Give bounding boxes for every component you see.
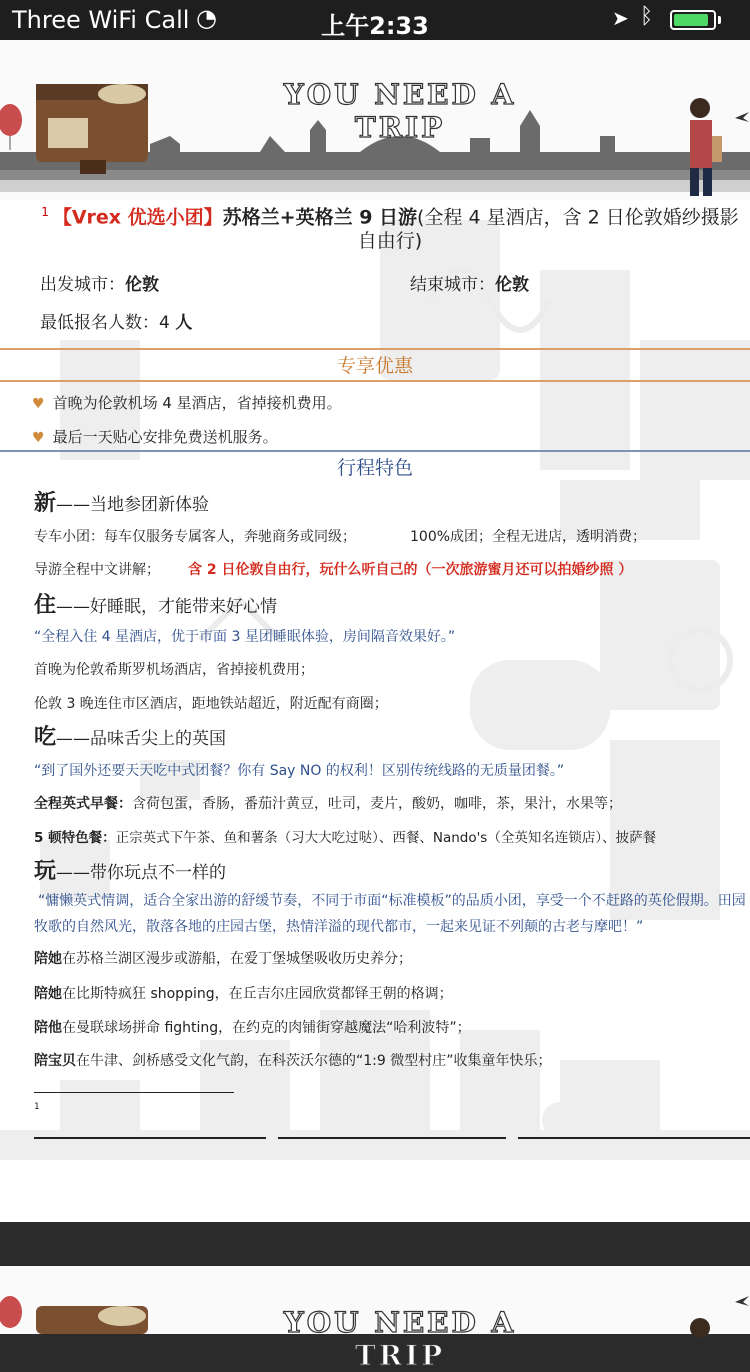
feature-new-line1b: 100%成团；全程无进店，透明消费； [410,529,647,545]
feature-eat-heading [34,720,226,751]
feature-play-rest: ——带你玩点不一样的 [56,863,227,883]
battery-icon [670,10,716,30]
footnote-marker[interactable]: 1 [41,205,49,219]
feature-stay-line2: 伦敦 3 晚连住市区酒店，距地铁站超近，附近配有商圈； [34,696,388,712]
title-rest: (全程 4 星酒店，含 2 日伦敦婚纱摄影自由行) [357,206,739,253]
battery-tip [718,16,721,24]
heart-icon: ♥ [32,430,45,446]
footer-rule [518,1137,750,1139]
document-page[interactable] [0,40,750,1222]
feature-play-item-text: 在苏格兰湖区漫步或游船，在爱丁堡城堡吸收历史养分； [62,951,412,967]
document-page-2[interactable] [0,1266,750,1372]
status-bar [0,0,750,40]
feature-stay-rest: ——好睡眠，才能带来好心情 [56,597,278,617]
min-participants [40,308,192,333]
footer-rule [34,1137,266,1139]
feature-play-item [34,1050,552,1070]
end-city [410,270,529,295]
carrier-label: Three WiFi Call [12,6,190,34]
feature-eat-line1 [34,793,622,813]
feature-play-heading [34,854,226,885]
depart-city [40,270,159,295]
depart-label: 出发城市： [40,275,125,295]
feature-eat-rest: ——品味舌尖上的英国 [56,729,227,749]
end-value: 伦敦 [495,275,529,295]
feature-play-char: 玩 [34,859,57,884]
feature-eat-line2-text: 正宗英式下午茶、鱼和薯条（习大大吃过哒）、西餐、Nando's（全英知名连锁店）、披萨餐 [115,830,657,846]
feature-eat-quote: “到了国外还要天天吃中式团餐？你有 Say NO 的权利！区别传统线路的无质量团餐。” [34,763,565,779]
feature-play-item-text: 在比斯特疯狂 shopping，在丘吉尔庄园欣赏都铎王朝的格调； [62,986,453,1002]
offer-item [32,392,342,413]
footer-rule [278,1137,506,1139]
feature-play-item-text: 在曼联球场拼命 fighting，在约克的肉铺街穿越魔法“哈利波特”； [62,1020,471,1036]
footnote-text: 1 [34,1102,40,1112]
end-label: 结束城市： [410,275,495,295]
trip-title [32,200,748,253]
min-unit: 人 [175,313,193,333]
feature-play-item-bold: 陪她 [34,986,62,1002]
feature-play-quote: “慵懒英式情调，适合全家出游的舒缓节奏，不同于市面“标准模板”的品质小团，享受一个不赶路的英伦假期。田园牧歌的自然风光，散落各地的庄园古堡，热情洋溢的现代都市，一起来见证不列颠的古老与摩吧！” [34,893,746,935]
offer-text: 首晚为伦敦机场 4 星酒店，省掉接机费用。 [52,394,342,412]
bluetooth-icon: ᛒ [640,4,654,29]
feature-stay-quote: “全程入住 4 星酒店，优于市面 3 星团睡眠体验，房间隔音效果好。” [34,629,456,645]
feature-eat-line2 [34,826,656,846]
feature-new-line2 [34,559,160,579]
feature-play-item [34,983,453,1003]
heart-icon: ♥ [32,396,45,412]
feature-play-item-bold: 陪他 [34,1020,62,1036]
feature-new-line2b: 含 2 日伦敦自由行，玩什么听自己的（一次旅游蜜月还可以拍婚纱照 ） [188,562,633,578]
feature-new-heading [34,486,209,517]
feature-new-line2a: 导游全程中文讲解； [34,562,160,578]
feature-play-item-bold: 陪她 [34,951,62,967]
offers-heading: 专享优惠 [336,355,413,377]
wifi-icon: ◔ [196,4,217,32]
title-main: 苏格兰+英格兰 9 日游 [222,206,418,229]
feature-eat-char: 吃 [34,725,57,750]
feature-eat-line1-bold: 全程英式早餐： [34,796,132,812]
feature-new-line1 [34,526,356,546]
feature-stay-char: 住 [34,593,57,618]
status-time: 上午2:33 [321,12,429,40]
feature-new-char: 新 [34,491,57,516]
feature-eat-line2-bold: 5 顿特色餐： [34,830,116,846]
location-icon: ➤ [612,6,629,30]
feature-play-item-bold: 陪宝贝 [34,1053,76,1069]
offer-item [32,426,278,447]
feature-play-item-text: 在牛津、剑桥感受文化气韵，在科茨沃尔德的“1:9 微型村庄”收集童年快乐； [76,1053,552,1069]
feature-play-item [34,1017,471,1037]
offer-text: 最后一天贴心安排免费送机服务。 [52,428,278,446]
depart-value: 伦敦 [125,275,159,295]
feature-new-line1a: 专车小团：每车仅服务专属客人，奔驰商务或同级； [34,529,356,545]
feature-play-item [34,948,412,968]
title-highlight: 【Vrex 优选小团】 [52,206,223,229]
feature-eat-line1-text: 含荷包蛋，香肠，番茄汁黄豆，吐司，麦片，酸奶，咖啡，茶，果汁，水果等； [132,796,622,812]
offers-bottom-line [0,380,750,382]
feature-stay-line1: 首晚为伦敦希斯罗机场酒店，省掉接机费用； [34,662,314,678]
footnote-separator [34,1092,234,1093]
banner-title: YOU NEED A TRIP [283,78,517,144]
min-label: 最低报名人数：4 [40,313,170,333]
feature-stay-heading [34,588,277,619]
feature-new-rest: ——当地参团新体验 [56,495,210,515]
battery-fill [674,14,708,26]
features-heading: 行程特色 [336,457,413,479]
banner-title: YOU NEED A TRIP [283,1306,517,1372]
